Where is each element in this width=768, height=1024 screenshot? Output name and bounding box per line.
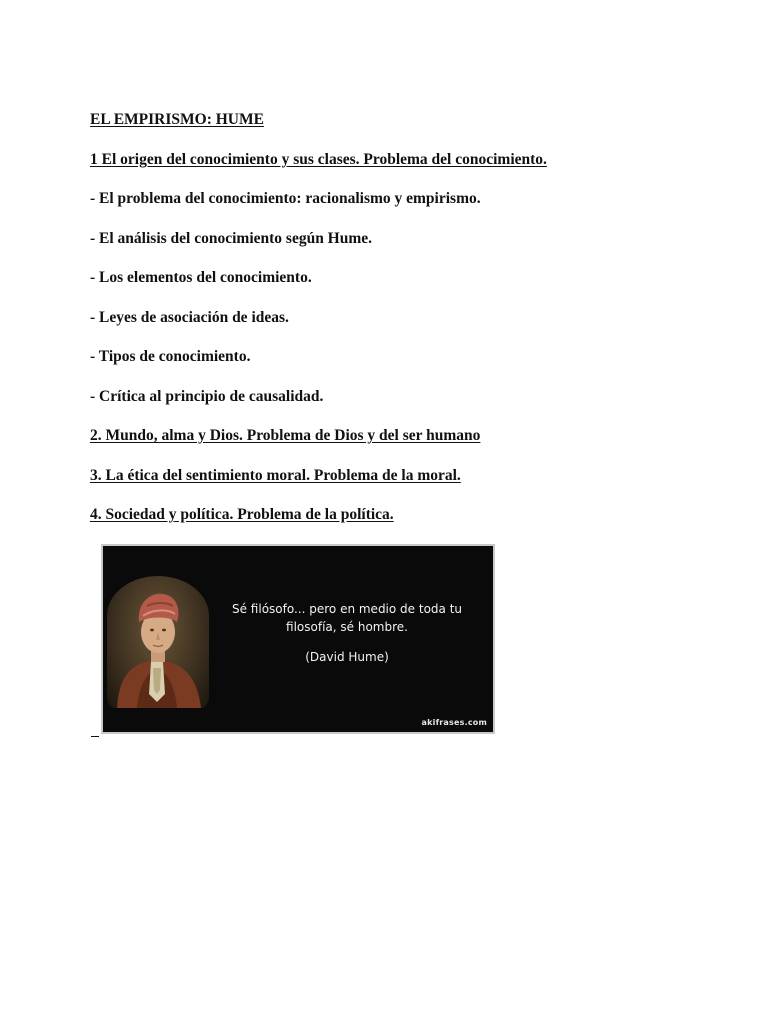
quote-image — [101, 544, 495, 734]
david-hume-portrait — [107, 576, 209, 708]
list-item: - El análisis del conocimiento según Hume. — [90, 230, 373, 247]
watermark: akifrases.com — [421, 718, 487, 727]
list-item: - Crítica al principio de causalidad. — [90, 388, 324, 405]
section-2-heading: 2. Mundo, alma y Dios. Problema de Dios y del ser humano — [90, 427, 481, 444]
document-title: EL EMPIRISMO: HUME — [90, 111, 264, 128]
list-item: - El problema del conocimiento: racionalismo y empirismo. — [90, 190, 481, 207]
quote-author: (David Hume) — [305, 650, 389, 664]
quote-text: Sé filósofo... pero en medio de toda tu filosofía, sé hombre. — [231, 602, 463, 634]
text-underline-mark — [91, 736, 99, 737]
section-1-heading: 1 El origen del conocimiento y sus clases. Problema del conocimiento. — [90, 151, 547, 168]
list-item: - Leyes de asociación de ideas. — [90, 309, 289, 326]
section-4-heading: 4. Sociedad y política. Problema de la política. — [90, 506, 394, 523]
list-item: - Los elementos del conocimiento. — [90, 269, 312, 286]
portrait-illustration — [107, 576, 209, 708]
list-item: - Tipos de conocimiento. — [90, 348, 251, 365]
section-3-heading: 3. La ética del sentimiento moral. Problema de la moral. — [90, 467, 461, 484]
